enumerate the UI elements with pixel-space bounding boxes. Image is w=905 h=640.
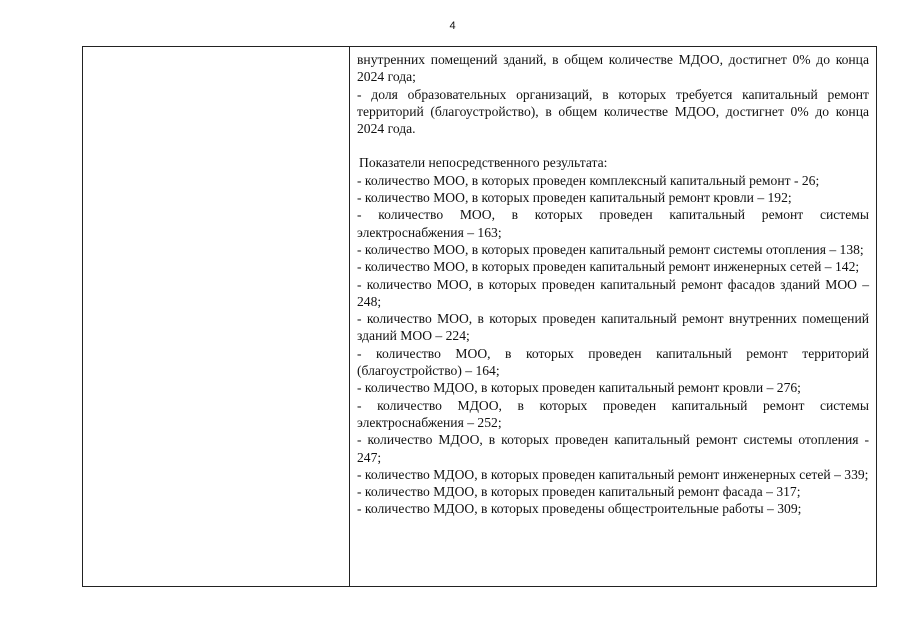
table-right-cell	[350, 47, 876, 586]
page-number: 4	[449, 20, 456, 32]
result-item: - количество МДОО, в которых проведен капитальный ремонт инженерных сетей – 339;	[357, 466, 869, 482]
result-item: - количество МОО, в которых проведен капитальный ремонт кровли – 192;	[357, 190, 792, 206]
result-item: - количество МОО, в которых проведен капитальный ремонт системы электроснабжения – 163;	[357, 207, 869, 240]
intro-paragraph: внутренних помещений зданий, в общем количестве МДОО, достигнет 0% до конца 2024 года;	[357, 52, 869, 85]
result-item: - количество МОО, в которых проведен капитальный ремонт внутренних помещений зданий МОО – 224;	[357, 311, 869, 344]
result-item: - количество МОО, в которых проведен капитальный ремонт фасадов зданий МОО – 248;	[357, 276, 869, 309]
results-heading: Показатели непосредственного результата:	[359, 155, 608, 171]
result-item: - количество МОО, в которых проведен капитальный ремонт инженерных сетей – 142;	[357, 259, 860, 275]
result-item: - количество МДОО, в которых проведен капитальный ремонт фасада – 317;	[357, 484, 801, 500]
result-item: - количество МДОО, в которых проведен капитальный ремонт системы электроснабжения – 252;	[357, 397, 869, 430]
intro-paragraph: - доля образовательных организаций, в которых требуется капитальный ремонт территорий (благоустройство), в общем количестве МДОО, достигнет 0% до конца 2024 года.	[357, 86, 869, 137]
result-item: - количество МОО, в которых проведен капитальный ремонт системы отопления – 138;	[357, 241, 864, 257]
result-item: - количество МДОО, в которых проведены общестроительные работы – 309;	[357, 501, 802, 517]
result-item: - количество МОО, в которых проведен комплексный капитальный ремонт - 26;	[357, 172, 820, 188]
result-item: - количество МДОО, в которых проведен капитальный ремонт кровли – 276;	[357, 380, 801, 396]
result-item: - количество МОО, в которых проведен капитальный ремонт территорий (благоустройство) – 164;	[357, 345, 869, 379]
result-item: - количество МДОО, в которых проведен капитальный ремонт системы отопления - 247;	[357, 432, 869, 465]
document-table	[82, 46, 877, 587]
table-left-cell	[83, 47, 350, 586]
